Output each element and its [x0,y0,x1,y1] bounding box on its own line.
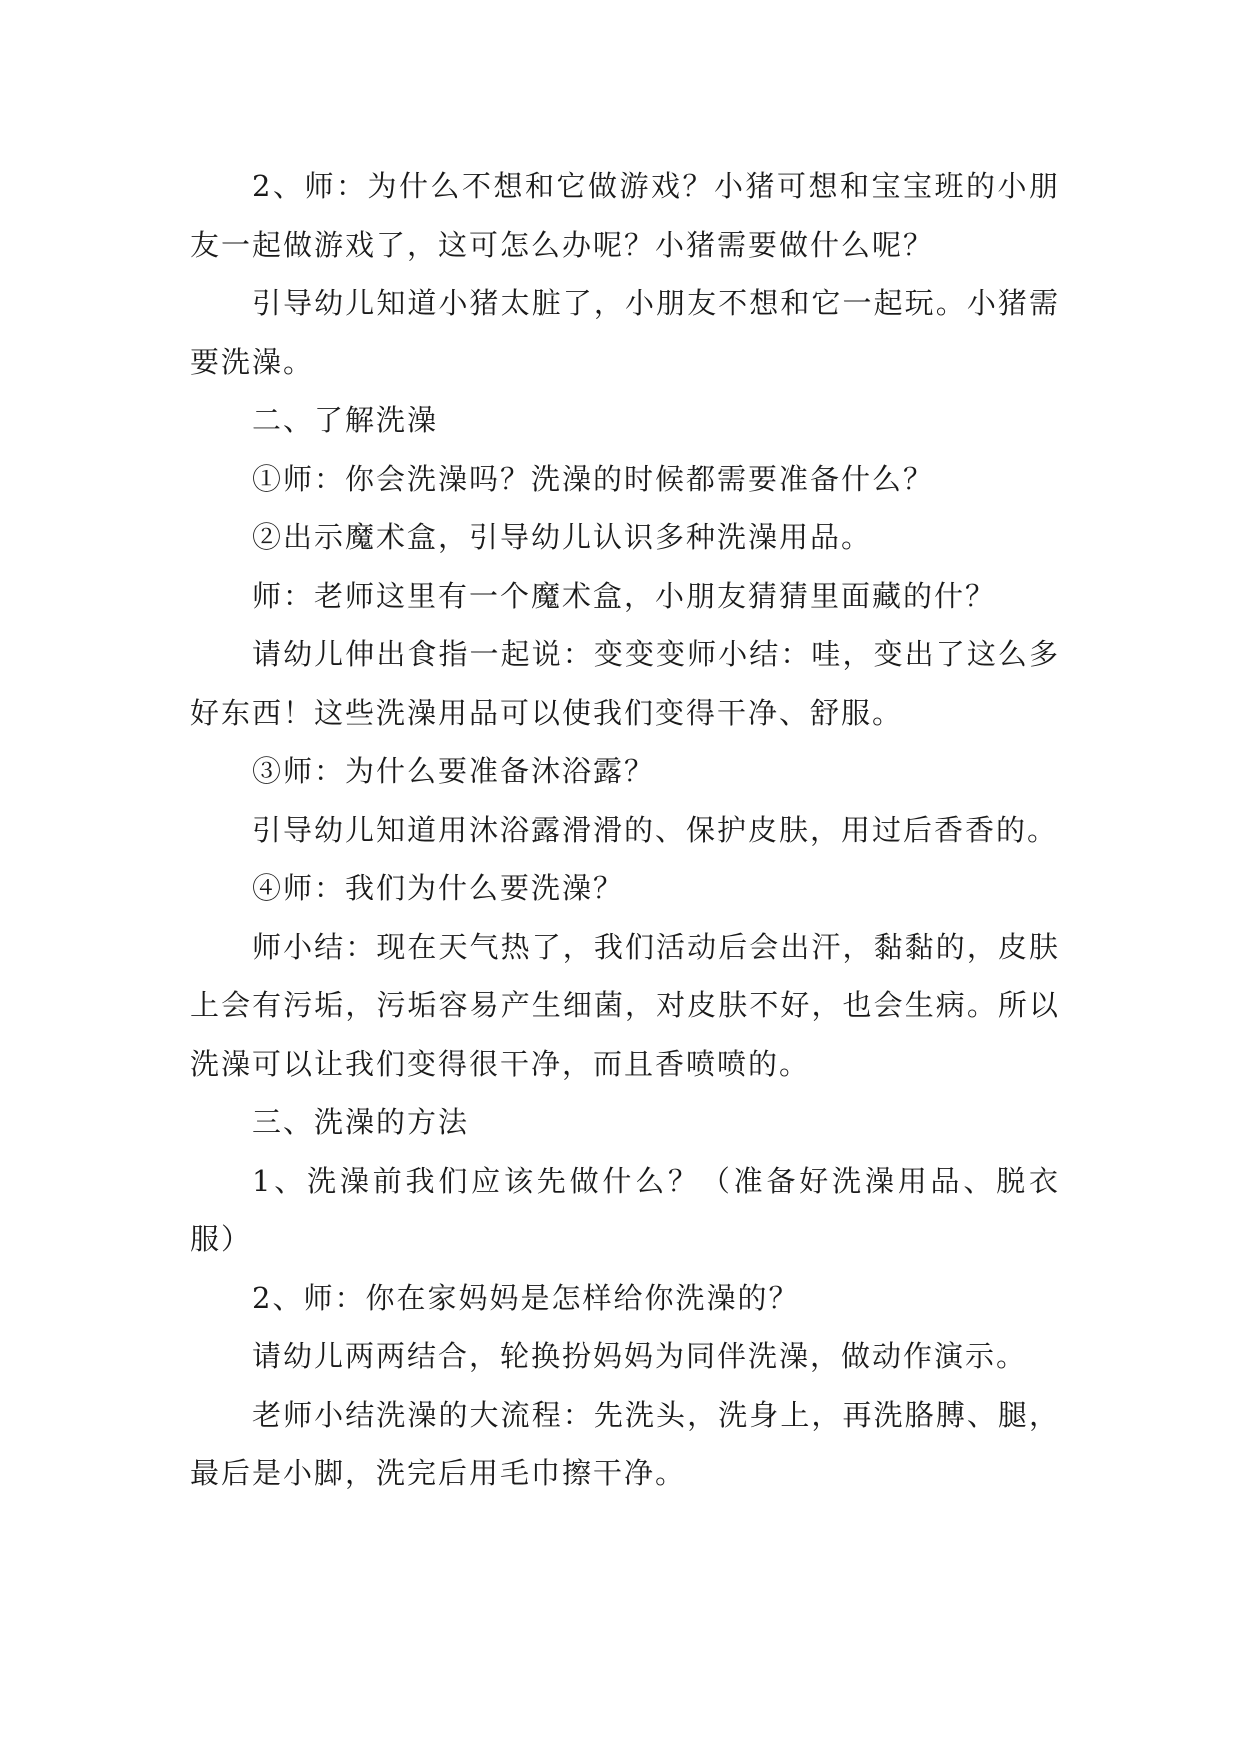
paragraph: 请幼儿伸出食指一起说：变变变师小结：哇，变出了这么多好东西！这些洗澡用品可以使我们变得干净、舒服。 [190,637,1060,730]
paragraph: ①师：你会洗澡吗？洗澡的时候都需要准备什么？ [252,461,935,496]
paragraph: 2、师：你在家妈妈是怎样给你洗澡的？ [252,1280,800,1315]
paragraph: 引导幼儿知道小猪太脏了，小朋友不想和它一起玩。小猪需要洗澡。 [190,286,1060,379]
paragraph: 师小结：现在天气热了，我们活动后会出汗，黏黏的，皮肤上会有污垢，污垢容易产生细菌，对皮肤不好，也会生病。所以洗澡可以让我们变得很干净，而且香喷喷的。 [190,929,1060,1081]
paragraph: 2、师：为什么不想和它做游戏？小猪可想和宝宝班的小朋友一起做游戏了，这可怎么办呢？小猪需要做什么呢？ [190,169,1060,262]
paragraph: 师：老师这里有一个魔术盒，小朋友猜猜里面藏的什？ [252,578,997,613]
section-heading: 二、了解洗澡 [252,403,439,437]
section-heading: 三、洗澡的方法 [252,1105,470,1139]
document-body [190,157,1060,1503]
paragraph: ③师：为什么要准备沐浴露？ [252,754,656,788]
paragraph: 1、洗澡前我们应该先做什么？（准备好洗澡用品、脱衣服） [190,1163,1060,1256]
paragraph: 老师小结洗澡的大流程：先洗头，洗身上，再洗胳膊、腿，最后是小脚，洗完后用毛巾擦干净。 [190,1397,1060,1490]
paragraph: ②出示魔术盒，引导幼儿认识多种洗澡用品。 [252,520,873,554]
paragraph: ④师：我们为什么要洗澡？ [252,871,625,905]
paragraph: 引导幼儿知道用沐浴露滑滑的、保护皮肤，用过后香香的。 [252,812,1059,847]
paragraph: 请幼儿两两结合，轮换扮妈妈为同伴洗澡，做动作演示。 [252,1339,1028,1373]
